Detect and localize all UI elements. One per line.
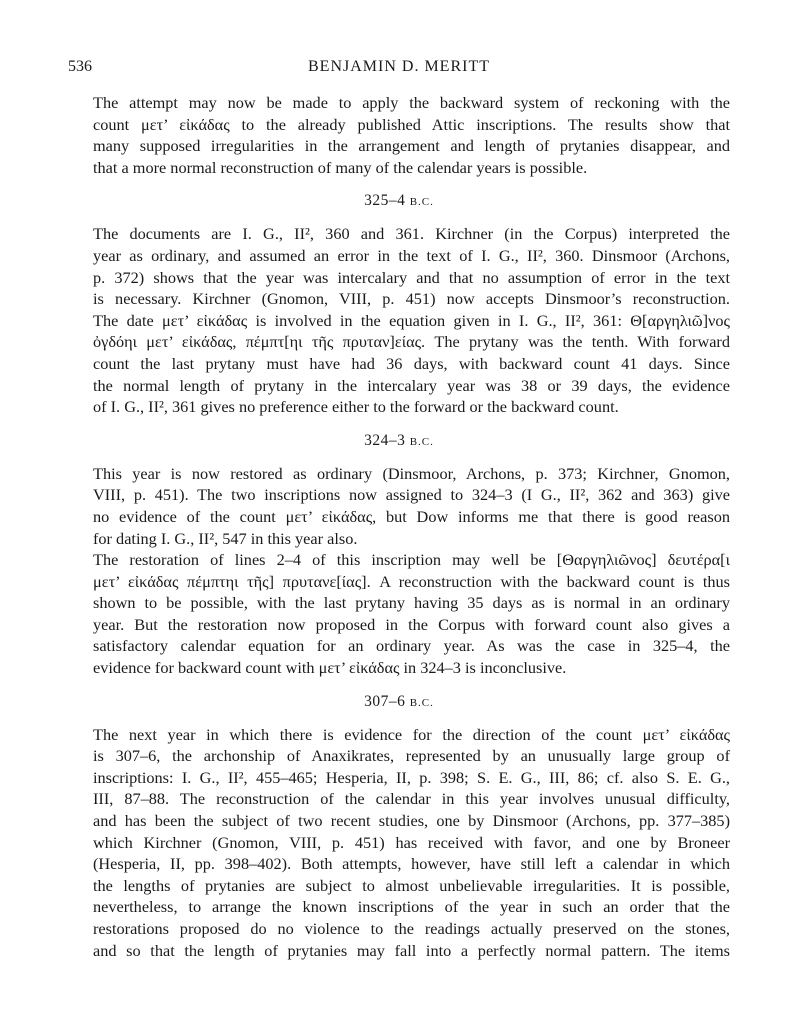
text-line: for dating I. G., II², 547 in this year also. <box>93 528 358 548</box>
text-line: shown to be possible, with the last prytany having 35 days as is normal in an ordinary <box>93 593 730 613</box>
text-line: VIII, p. 451). The two inscriptions now assigned to 324–3 (I G., II², 362 and 363) give <box>93 485 730 505</box>
text-line: ὀγδόηι μετ’ εἰκάδας, πέμπτ[ηι τῆς πρυταν]είας. The prytany was the tenth. With forward <box>93 332 730 352</box>
section-era: B.C. <box>409 696 434 709</box>
text-line: μετ’ εἰκάδας πέμπτηι τῆς] πρυτανε[ίας]. A reconstruction with the backward count is thus <box>93 571 730 591</box>
text-line: no evidence of the count μετ’ εἰκάδας, but Dow informs me that there is good reason <box>93 506 730 526</box>
section-heading-325-4 <box>68 178 730 223</box>
text-line: evidence for backward count with μετ’ εἰκάδας in 324–3 is inconclusive. <box>93 658 567 678</box>
text-line: count the last prytany must have had 36 days, with backward count 41 days. Since <box>93 353 730 373</box>
section-heading-307-6 <box>68 679 730 724</box>
text-line: The next year in which there is evidence for the direction of the count μετ’ εἰκάδας <box>93 724 730 744</box>
text-line: of I. G., II², 361 gives no preference either to the forward or the backward count. <box>93 397 619 417</box>
text-line: many supposed irregularities in the arrangement and length of prytanies disappear, and <box>93 136 730 156</box>
section-paragraph <box>68 724 730 962</box>
text-line: p. 372) shows that the year was intercalary and that no assumption of error in the text <box>93 267 730 287</box>
text-line: This year is now restored as ordinary (Dinsmoor, Archons, p. 373; Kirchner, Gnomon, <box>93 463 730 483</box>
text-line: is necessary. Kirchner (Gnomon, VIII, p. 451) now accepts Dinsmoor’s reconstruction. <box>93 289 730 309</box>
text-line: inscriptions: I. G., II², 455–465; Hesperia, II, p. 398; S. E. G., III, 86; cf. also S. E. G., <box>93 767 730 787</box>
section-paragraph <box>68 223 730 417</box>
text-line: The documents are I. G., II², 360 and 361. Kirchner (in the Corpus) interpreted the <box>93 224 730 244</box>
section-heading-324-3 <box>68 418 730 463</box>
text-line: (Hesperia, II, pp. 398–402). Both attempts, however, have still left a calendar in which <box>93 854 730 874</box>
text-line: which Kirchner (Gnomon, VIII, p. 451) has received with favor, and one by Broneer <box>93 832 730 852</box>
text-line: is 307–6, the archonship of Anaxikrates, represented by an unusually large group of <box>93 746 730 766</box>
intro-paragraph <box>68 92 730 178</box>
text-line: the lengths of prytanies are subject to almost unbelievable irregularities. It is possible, <box>93 875 730 895</box>
text-line: nevertheless, to arrange the known inscriptions of the year in such an order that the <box>93 897 730 917</box>
text-line: III, 87–88. The reconstruction of the calendar in this year involves unusual difficulty, <box>93 789 730 809</box>
text-line: The restoration of lines 2–4 of this inscription may well be [Θαργηλιῶνος] δευτέρα[ι <box>93 550 730 570</box>
section-year: 325–4 <box>364 192 406 210</box>
section-paragraph <box>68 463 730 549</box>
text-line: The attempt may now be made to apply the backward system of reckoning with the <box>93 93 730 112</box>
page-number: 536 <box>68 58 92 75</box>
section-era: B.C. <box>409 435 434 448</box>
text-line: and so that the length of prytanies may fall into a perfectly normal pattern. The items <box>93 940 730 960</box>
text-line: restorations proposed do no violence to the readings actually preserved on the stones, <box>93 919 730 938</box>
text-line: year as ordinary, and assumed an error in the text of I. G., II², 360. Dinsmoor (Archons, <box>93 245 730 265</box>
page-header <box>68 58 730 84</box>
text-line: year. But the restoration now proposed in the Corpus with forward count also gives a <box>93 614 730 634</box>
running-title: BENJAMIN D. MERITT <box>308 58 490 75</box>
text-line: count μετ’ εἰκάδας to the already published Attic inscriptions. The results show that <box>93 114 730 134</box>
page <box>68 58 730 961</box>
text-line: and has been the subject of two recent studies, one by Dinsmoor (Archons, pp. 377–385) <box>93 811 730 831</box>
section-era: B.C. <box>409 196 434 209</box>
text-line: that a more normal reconstruction of many of the calendar years is possible. <box>93 157 588 177</box>
section-paragraph <box>68 549 730 679</box>
text-line: the normal length of prytany in the intercalary year was 38 or 39 days, the evidence <box>93 375 730 395</box>
text-line: The date μετ’ εἰκάδας is involved in the equation given in I. G., II², 361: Θ[αργηλιῶ]νος <box>93 310 730 330</box>
text-line: satisfactory calendar equation for an ordinary year. As was the case in 325–4, the <box>93 636 730 656</box>
section-year: 324–3 <box>364 431 406 449</box>
section-year: 307–6 <box>364 692 406 710</box>
